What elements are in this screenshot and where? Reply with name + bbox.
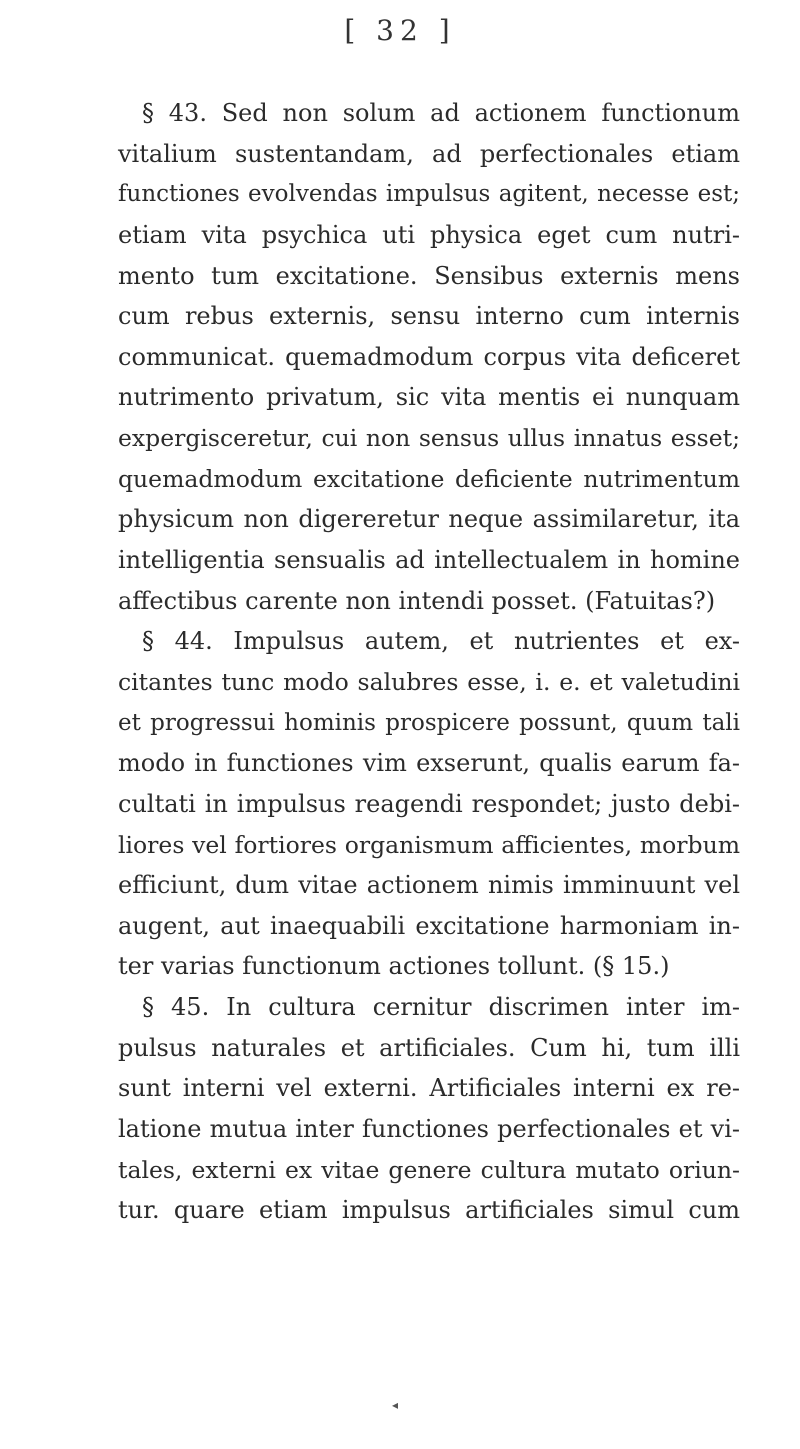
text-line: augent, aut inaequabili excitatione harmoniam in- [118, 911, 740, 940]
text-line: communicat. quemadmodum corpus vita deficeret [118, 342, 740, 371]
text-line: liores vel fortiores organismum afficientes, morbum [118, 830, 740, 859]
text-line: latione mutua inter functiones perfectionales et vi- [118, 1115, 740, 1144]
text-line: etiam vita psychica uti physica eget cum nutri- [118, 220, 740, 249]
text-line: functiones evolvendas impulsus agitent, necesse est; [118, 181, 740, 208]
text-line: efficiunt, dum vitae actionem nimis imminuunt vel [118, 871, 740, 900]
text-line: modo in functiones vim exserunt, qualis earum fa- [118, 749, 740, 778]
text-line: § 45. In cultura cernitur discrimen inter im- [142, 993, 740, 1022]
text-line: physicum non digereretur neque assimilaretur, ita [118, 505, 740, 534]
page-number: [ 32 ] [344, 14, 456, 47]
text-line: et progressui hominis prospicere possunt, quum tali [118, 709, 740, 736]
text-line: citantes tunc modo salubres esse, i. e. et valetudini [118, 667, 740, 696]
printer-mark: ◂ [392, 1398, 399, 1412]
text-line: vitalium sustentandam, ad perfectionales etiam [118, 139, 740, 168]
text-line: nutrimento privatum, sic vita mentis ei nunquam [118, 383, 740, 412]
text-line: ter varias functionum actiones tollunt. (§ 15.) [118, 952, 670, 981]
text-line: quemadmodum excitatione deficiente nutrimentum [118, 464, 740, 493]
text-line: expergisceretur, cui non sensus ullus innatus esset; [118, 424, 740, 453]
text-line: tur. quare etiam impulsus artificiales simul cum [118, 1196, 740, 1225]
text-line: pulsus naturales et artificiales. Cum hi, tum illi [118, 1033, 740, 1062]
text-line: intelligentia sensualis ad intellectualem in homine [118, 546, 740, 575]
text-line: § 43. Sed non solum ad actionem functionum [142, 99, 740, 127]
text-line: cultati in impulsus reagendi respondet; justo debi- [118, 789, 740, 818]
body-text [118, 93, 740, 1231]
text-line: mento tum excitatione. Sensibus externis mens [118, 261, 740, 290]
text-line: affectibus carente non intendi posset. (Fatuitas?) [118, 586, 716, 615]
text-line: cum rebus externis, sensu interno cum internis [118, 302, 740, 331]
text-line: § 44. Impulsus autem, et nutrientes et ex- [142, 627, 740, 656]
text-line: sunt interni vel externi. Artificiales interni ex re- [118, 1074, 740, 1103]
text-line: tales, externi ex vitae genere cultura mutato oriun- [118, 1155, 740, 1184]
